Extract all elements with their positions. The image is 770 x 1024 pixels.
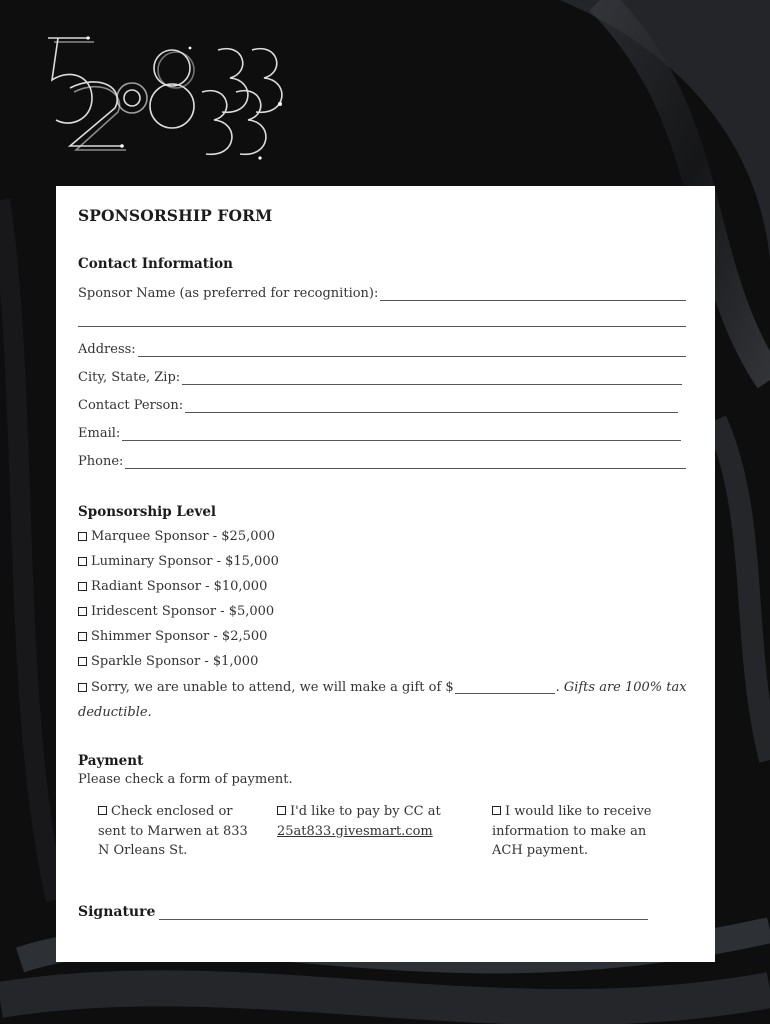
signature-field[interactable] bbox=[78, 904, 648, 920]
level-option-label: Shimmer Sponsor - $2,500 bbox=[91, 629, 268, 644]
sponsor-name-continuation-line[interactable] bbox=[78, 314, 686, 327]
city-state-zip-label: City, State, Zip: bbox=[78, 370, 181, 385]
phone-field[interactable] bbox=[78, 454, 686, 469]
contact-person-line[interactable] bbox=[185, 400, 678, 413]
level-option-shimmer[interactable] bbox=[78, 629, 267, 644]
level-option-luminary[interactable] bbox=[78, 554, 279, 569]
address-field[interactable] bbox=[78, 342, 686, 357]
phone-line[interactable] bbox=[125, 456, 686, 469]
checkbox-icon[interactable] bbox=[78, 532, 87, 541]
email-label: Email: bbox=[78, 426, 121, 441]
checkbox-icon[interactable] bbox=[277, 806, 286, 815]
signature-label: Signature bbox=[78, 904, 156, 920]
gift-note: Gifts are 100% tax bbox=[563, 680, 687, 695]
checkbox-icon[interactable] bbox=[78, 582, 87, 591]
gift-suffix: . bbox=[555, 680, 560, 695]
payment-option-cc[interactable] bbox=[277, 802, 447, 841]
level-option-sparkle[interactable] bbox=[78, 654, 258, 669]
phone-label: Phone: bbox=[78, 454, 124, 469]
cc-line-1: I'd like to pay by CC at bbox=[290, 804, 441, 819]
sponsor-name-field[interactable] bbox=[78, 286, 686, 301]
address-label: Address: bbox=[78, 342, 136, 357]
signature-line[interactable] bbox=[159, 907, 648, 920]
level-option-label: Iridescent Sponsor - $5,000 bbox=[91, 604, 275, 619]
gift-prefix: Sorry, we are unable to attend, we will make a gift of $ bbox=[91, 680, 454, 695]
ach-line-3: ACH payment. bbox=[492, 843, 588, 858]
givesmart-link[interactable]: 25at833.givesmart.com bbox=[277, 823, 433, 839]
level-option-label: Radiant Sponsor - $10,000 bbox=[91, 579, 268, 594]
level-option-marquee[interactable] bbox=[78, 529, 275, 544]
payment-instruction: Please check a form of payment. bbox=[78, 772, 293, 787]
checkbox-icon[interactable] bbox=[98, 806, 107, 815]
level-option-radiant[interactable] bbox=[78, 579, 267, 594]
gift-note-continuation: deductible. bbox=[78, 705, 152, 720]
checkbox-icon[interactable] bbox=[78, 632, 87, 641]
sponsor-name-continuation-field[interactable] bbox=[78, 314, 686, 327]
sponsorship-form bbox=[56, 186, 715, 962]
checkbox-icon[interactable] bbox=[78, 557, 87, 566]
ach-line-2: information to make an bbox=[492, 823, 647, 839]
level-option-label: Luminary Sponsor - $15,000 bbox=[91, 554, 279, 569]
contact-information-heading: Contact Information bbox=[78, 256, 233, 272]
level-option-iridescent[interactable] bbox=[78, 604, 274, 619]
level-option-label: Marquee Sponsor - $25,000 bbox=[91, 529, 276, 544]
city-state-zip-field[interactable] bbox=[78, 370, 682, 385]
25at833-logo bbox=[30, 28, 290, 168]
city-state-zip-line[interactable] bbox=[182, 372, 682, 385]
gift-amount-line[interactable] bbox=[455, 681, 555, 694]
level-option-gift[interactable] bbox=[78, 680, 687, 695]
email-line[interactable] bbox=[122, 428, 681, 441]
check-line-1: Check enclosed or bbox=[111, 804, 233, 819]
contact-person-field[interactable] bbox=[78, 398, 678, 413]
ach-line-1: I would like to receive bbox=[505, 804, 652, 819]
address-line[interactable] bbox=[138, 344, 686, 357]
email-field[interactable] bbox=[78, 426, 681, 441]
sponsorship-level-heading: Sponsorship Level bbox=[78, 504, 217, 520]
payment-option-ach[interactable] bbox=[492, 802, 662, 861]
level-option-label: Sparkle Sponsor - $1,000 bbox=[91, 654, 259, 669]
payment-option-check[interactable] bbox=[98, 802, 258, 861]
checkbox-icon[interactable] bbox=[78, 607, 87, 616]
checkbox-icon[interactable] bbox=[492, 806, 501, 815]
check-line-3: N Orleans St. bbox=[98, 843, 188, 858]
checkbox-icon[interactable] bbox=[78, 683, 87, 692]
check-line-2: sent to Marwen at 833 bbox=[98, 823, 248, 839]
contact-person-label: Contact Person: bbox=[78, 398, 184, 413]
sponsor-name-label: Sponsor Name (as preferred for recognition): bbox=[78, 286, 379, 301]
sponsor-name-line[interactable] bbox=[380, 288, 686, 301]
form-title: SPONSORSHIP FORM bbox=[78, 206, 273, 225]
checkbox-icon[interactable] bbox=[78, 657, 87, 666]
payment-heading: Payment bbox=[78, 753, 144, 769]
